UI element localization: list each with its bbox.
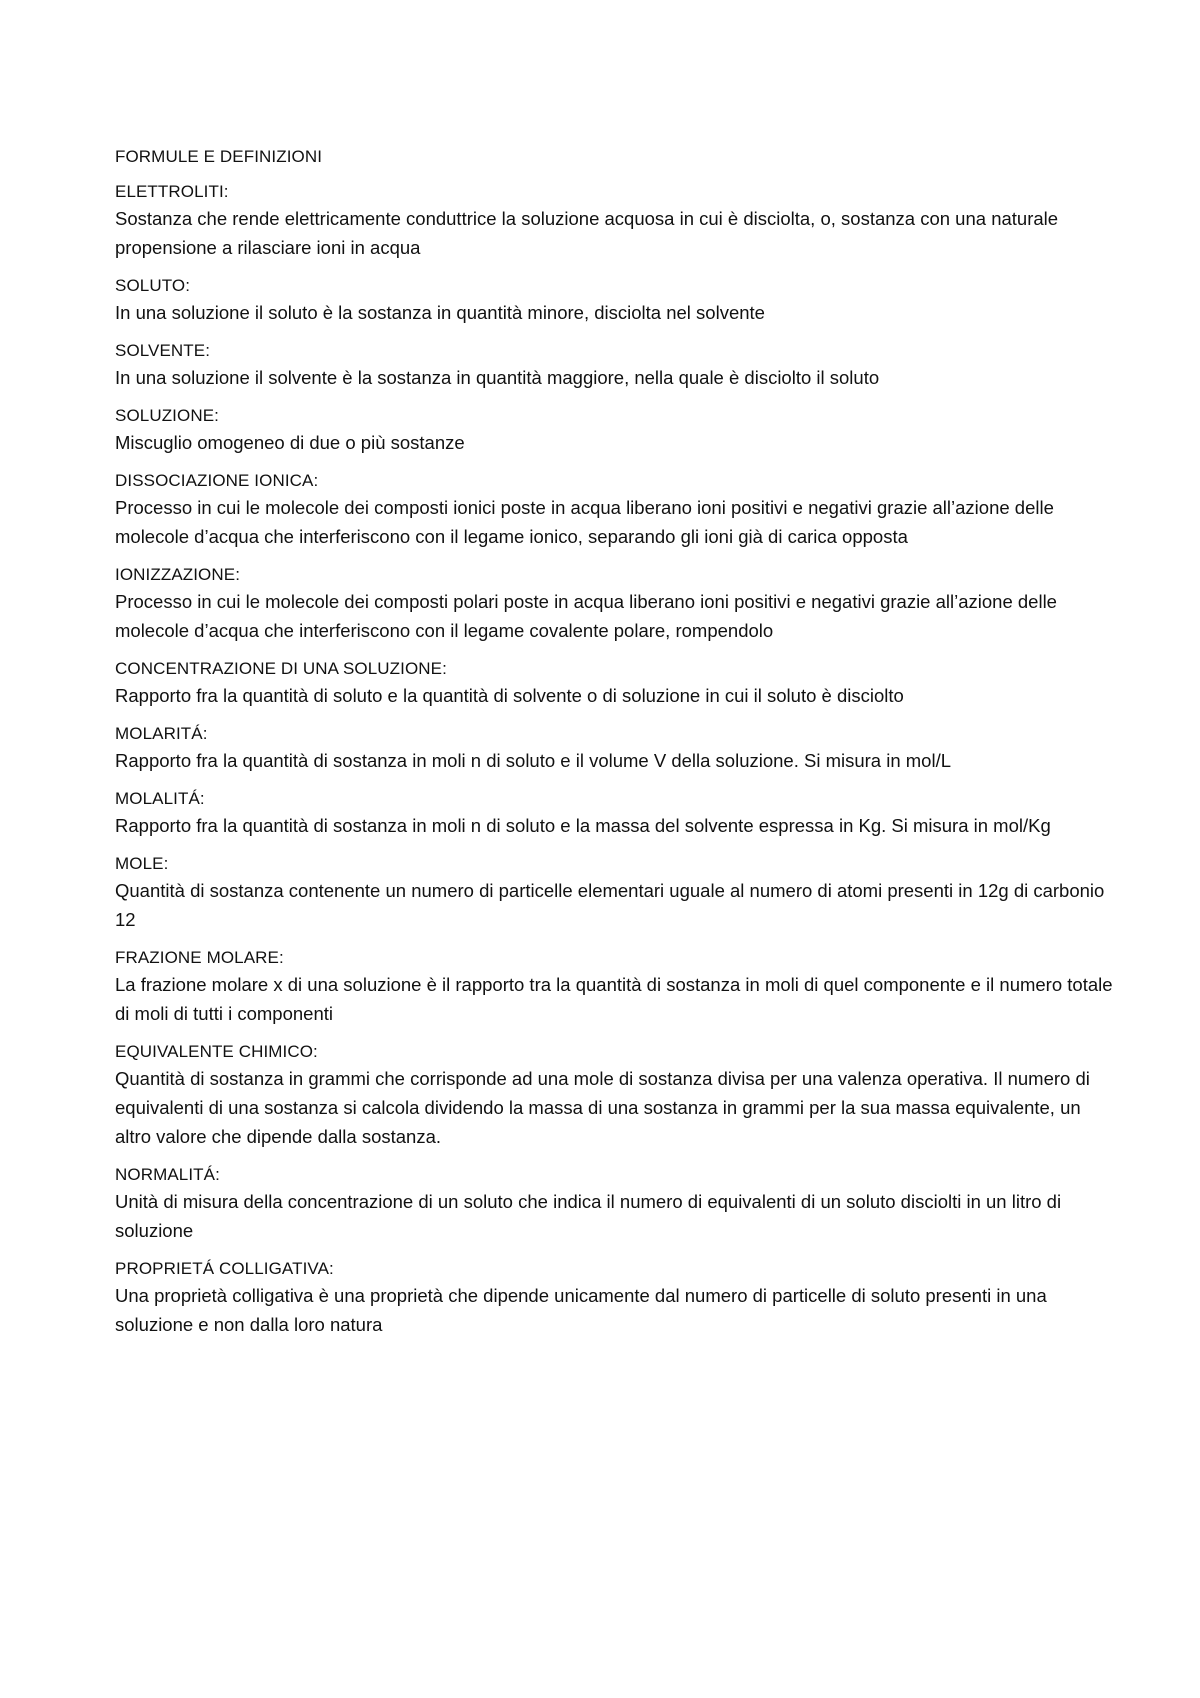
term-label: NORMALITÁ: (115, 1165, 220, 1184)
term-label: SOLUZIONE: (115, 406, 219, 425)
definition-text: Miscuglio omogeneo di due o più sostanze (115, 432, 465, 453)
definition-text: Una proprietà colligativa è una proprietà che dipende unicamente dal numero di particelle di soluto presenti in una soluzione e non dalla loro natura (115, 1285, 1047, 1335)
definition-text: Rapporto fra la quantità di sostanza in moli n di soluto e il volume V della soluzione. Si misura in mol/L (115, 750, 952, 771)
term-label: MOLARITÁ: (115, 724, 208, 743)
entry-soluto (115, 274, 1115, 327)
definition-text: Rapporto fra la quantità di sostanza in moli n di soluto e la massa del solvente espressa in Kg. Si misura in mol/Kg (115, 815, 1051, 836)
document-page (115, 146, 1115, 1351)
term-label: MOLE: (115, 854, 169, 873)
entry-molarita (115, 722, 1115, 775)
definition-text: La frazione molare x di una soluzione è il rapporto tra la quantità di sostanza in moli di quel componente e il numero totale di moli di tutti i componenti (115, 974, 1113, 1024)
term-label: EQUIVALENTE CHIMICO: (115, 1042, 318, 1061)
entry-molalita (115, 787, 1115, 840)
entry-normalita (115, 1163, 1115, 1245)
term-label: MOLALITÁ: (115, 789, 205, 808)
entry-elettroliti (115, 180, 1115, 262)
entry-concentrazione (115, 657, 1115, 710)
term-label: FRAZIONE MOLARE: (115, 948, 284, 967)
entry-dissociazione-ionica (115, 469, 1115, 551)
definition-text: In una soluzione il solvente è la sostanza in quantità maggiore, nella quale è disciolto il soluto (115, 367, 880, 388)
definition-text: In una soluzione il soluto è la sostanza in quantità minore, disciolta nel solvente (115, 302, 765, 323)
term-label: IONIZZAZIONE: (115, 565, 241, 584)
definition-text: Processo in cui le molecole dei composti ionici poste in acqua liberano ioni positivi e negativi grazie all’azione delle molecole d’acqua che interferiscono con il legame ionico, separando gli ioni già di carica opposta (115, 497, 1054, 547)
term-label: ELETTROLITI: (115, 182, 229, 201)
entry-soluzione (115, 404, 1115, 457)
term-label: SOLUTO: (115, 276, 191, 295)
term-label: DISSOCIAZIONE IONICA: (115, 471, 319, 490)
entry-ionizzazione (115, 563, 1115, 645)
term-label: SOLVENTE: (115, 341, 211, 360)
entry-frazione-molare (115, 946, 1115, 1028)
entry-proprieta-colligativa (115, 1257, 1115, 1339)
definition-text: Quantità di sostanza contenente un numero di particelle elementari uguale al numero di atomi presenti in 12g di carbonio 12 (115, 880, 1105, 930)
document-title: FORMULE E DEFINIZIONI (115, 147, 323, 166)
definition-text: Unità di misura della concentrazione di un soluto che indica il numero di equivalenti di un soluto disciolti in un litro di soluzione (115, 1191, 1062, 1241)
definition-text: Processo in cui le molecole dei composti polari poste in acqua liberano ioni positivi e negativi grazie all’azione delle molecole d’acqua che interferiscono con il legame covalente polare, rompendolo (115, 591, 1057, 641)
definition-text: Rapporto fra la quantità di soluto e la quantità di solvente o di soluzione in cui il soluto è disciolto (115, 685, 904, 706)
term-label: CONCENTRAZIONE DI UNA SOLUZIONE: (115, 659, 447, 678)
definition-text: Quantità di sostanza in grammi che corrisponde ad una mole di sostanza divisa per una valenza operativa. Il numero di equivalenti di una sostanza si calcola dividendo la massa di una sostanza in grammi per la sua massa equivalente, un altro valore che dipende dalla sostanza. (115, 1068, 1090, 1147)
entry-mole (115, 852, 1115, 934)
term-label: PROPRIETÁ COLLIGATIVA: (115, 1259, 334, 1278)
entry-equivalente-chimico (115, 1040, 1115, 1151)
entry-solvente (115, 339, 1115, 392)
definition-text: Sostanza che rende elettricamente conduttrice la soluzione acquosa in cui è disciolta, o, sostanza con una naturale propensione a rilasciare ioni in acqua (115, 208, 1059, 258)
